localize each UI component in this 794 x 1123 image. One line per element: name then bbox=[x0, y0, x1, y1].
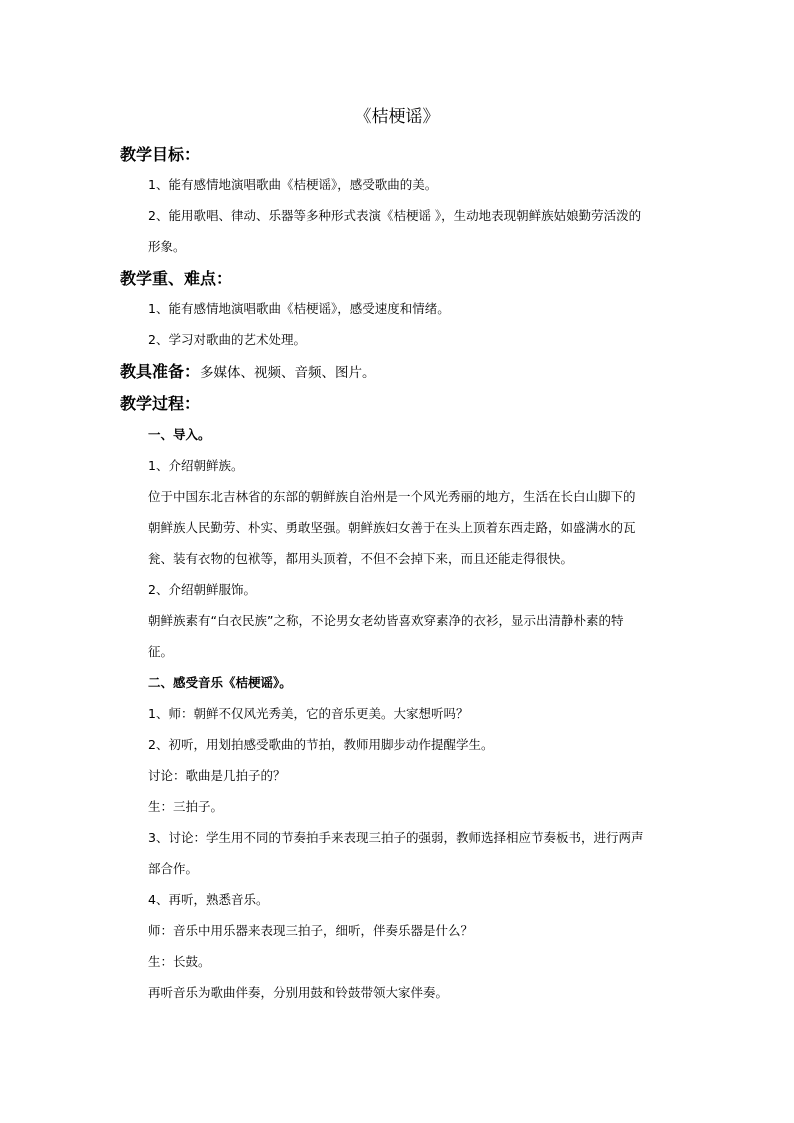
page-title: 《桔梗谣》 bbox=[354, 107, 440, 127]
key-point-item: 1、能有感情地演唱歌曲《桔梗谣》，感受速度和情绪。 bbox=[148, 301, 450, 316]
part2-heading: 二、感受音乐《桔梗谣》。 bbox=[148, 675, 292, 690]
objective-item: 形象。 bbox=[148, 239, 186, 254]
part2-line: 2、初听，用划拍感受歌曲的节拍，教师用脚步动作提醒学生。 bbox=[148, 737, 494, 752]
part2-line: 生：长鼓。 bbox=[148, 954, 211, 969]
part2-line: 生：三拍子。 bbox=[148, 799, 224, 814]
part1-line: 瓮、装有衣物的包袱等，都用头顶着，不但不会掉下来，而且还能走得很快。 bbox=[148, 551, 574, 566]
objective-item: 2、能用歌唱、律动、乐器等多种形式表演《桔梗谣 》，生动地表现朝鲜族姑娘勤劳活泼的 bbox=[148, 208, 642, 223]
materials-row bbox=[120, 361, 376, 384]
part2-line: 3、讨论：学生用不同的节奏拍手来表现三拍子的强弱，教师选择相应节奏板书，进行两声 bbox=[148, 830, 644, 845]
part1-line: 朝鲜族素有“白衣民族”之称，不论男女老幼皆喜欢穿素净的衣衫，显示出清静朴素的特 bbox=[148, 613, 624, 628]
part1-heading: 一、导入。 bbox=[148, 427, 211, 442]
part1-line: 朝鲜族人民勤劳、朴实、勇敢坚强。朝鲜族妇女善于在头上顶着东西走路，如盛满水的瓦 bbox=[148, 520, 636, 535]
part2-line: 1、师：朝鲜不仅风光秀美，它的音乐更美。大家想听吗？ bbox=[148, 706, 469, 721]
part2-line: 部合作。 bbox=[148, 861, 199, 876]
part2-line: 讨论：歌曲是几拍子的？ bbox=[148, 768, 286, 783]
materials-heading: 教具准备： bbox=[120, 362, 201, 381]
materials-text: 多媒体、视频、音频、图片。 bbox=[200, 365, 376, 381]
part2-line: 4、再听，熟悉音乐。 bbox=[148, 892, 269, 907]
objectives-heading: 教学目标： bbox=[120, 145, 201, 164]
part1-line: 2、介绍朝鲜服饰。 bbox=[148, 582, 256, 597]
part2-line: 再听音乐为歌曲伴奏，分别用鼓和铃鼓带领大家伴奏。 bbox=[148, 985, 449, 1000]
key-points-heading: 教学重、难点： bbox=[120, 269, 233, 288]
objective-item: 1、能有感情地演唱歌曲《桔梗谣》，感受歌曲的美。 bbox=[148, 177, 438, 192]
part2-line: 师：音乐中用乐器来表现三拍子，细听，伴奏乐器是什么？ bbox=[148, 923, 474, 938]
key-point-item: 2、学习对歌曲的艺术处理。 bbox=[148, 332, 306, 347]
part1-line: 征。 bbox=[148, 644, 174, 659]
part1-line: 1、介绍朝鲜族。 bbox=[148, 458, 244, 473]
process-heading: 教学过程： bbox=[120, 394, 201, 413]
part1-line: 位于中国东北吉林省的东部的朝鲜族自治州是一个风光秀丽的地方，生活在长白山脚下的 bbox=[148, 489, 636, 504]
